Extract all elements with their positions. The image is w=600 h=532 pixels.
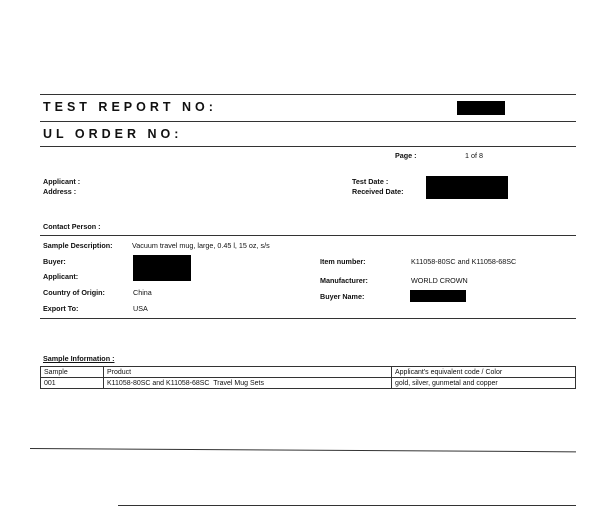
top-rule — [40, 94, 576, 95]
export-to-label: Export To: — [43, 304, 79, 313]
page-label: Page : — [395, 151, 417, 160]
export-to-value: USA — [133, 304, 148, 313]
item-number-value: K11058-80SC and K11058-68SC — [411, 257, 517, 266]
table-row — [41, 378, 576, 389]
buyer-label: Buyer: — [43, 257, 66, 266]
table-header-row — [41, 367, 576, 378]
contact-person-label: Contact Person : — [43, 222, 101, 231]
item-number-label: Item number: — [320, 257, 366, 266]
manufacturer-value: WORLD CROWN — [411, 276, 468, 285]
country-of-origin-value: China — [133, 288, 152, 297]
country-of-origin-label: Country of Origin: — [43, 288, 105, 297]
cell-code-color: gold, silver, gunmetal and copper — [392, 378, 576, 389]
redacted-buyer-name — [410, 290, 466, 302]
title-rule-1 — [40, 121, 576, 122]
test-report-title: TEST REPORT NO: — [43, 100, 217, 114]
address-label: Address : — [43, 187, 77, 196]
manufacturer-label: Manufacturer: — [320, 276, 368, 285]
redacted-dates — [426, 176, 508, 199]
header-code-color: Applicant's equivalent code / Color — [392, 367, 576, 378]
header-product: Product — [104, 367, 392, 378]
section-rule-2 — [40, 318, 576, 319]
header-sample: Sample — [41, 367, 104, 378]
page-value: 1 of 8 — [465, 151, 483, 160]
cell-sample: 001 — [41, 378, 104, 389]
buyer-name-label: Buyer Name: — [320, 292, 365, 301]
applicant-label: Applicant : — [43, 177, 81, 186]
bottom-rule-1 — [30, 448, 576, 452]
title-rule-2 — [40, 146, 576, 147]
test-date-label: Test Date : — [352, 177, 389, 186]
bottom-rule-2 — [118, 505, 576, 506]
redacted-buyer — [133, 255, 191, 281]
cell-product: K11058-80SC and K11058-68SC Travel Mug Sets — [104, 378, 392, 389]
redacted-report-number — [457, 101, 505, 115]
sample-information-title: Sample Information : — [43, 354, 115, 363]
received-date-label: Received Date: — [352, 187, 404, 196]
applicant-label-2: Applicant: — [43, 272, 79, 281]
sample-description-label: Sample Description: — [43, 241, 113, 250]
sample-information-table — [40, 366, 576, 389]
section-rule-1 — [40, 235, 576, 236]
ul-order-title: UL ORDER NO: — [43, 127, 183, 141]
sample-description-value: Vacuum travel mug, large, 0.45 l, 15 oz, s/s — [132, 241, 270, 250]
